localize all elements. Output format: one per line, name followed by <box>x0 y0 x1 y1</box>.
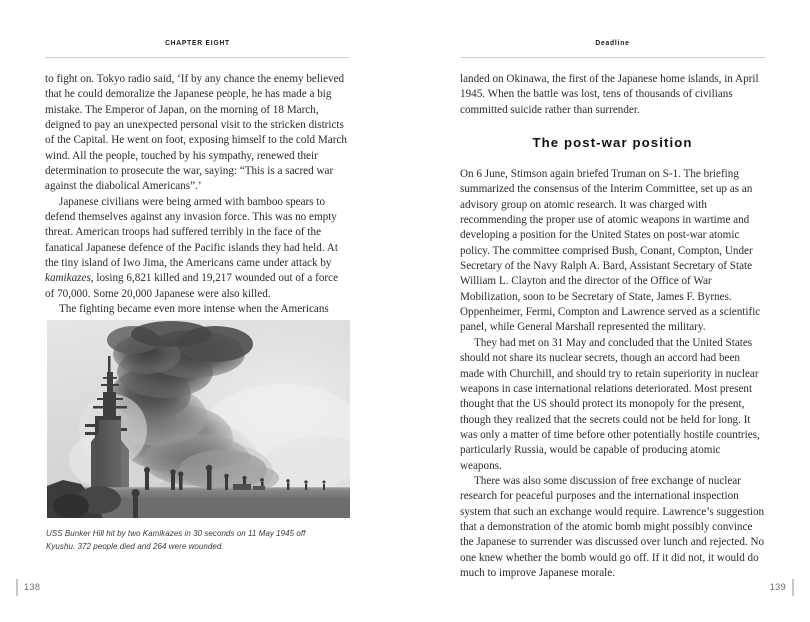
header-rule-right <box>460 57 765 58</box>
section-heading: The post-war position <box>532 135 693 151</box>
paragraph: The fighting became even more intense when the Americans <box>59 303 329 316</box>
page-number: 138 <box>24 582 41 592</box>
running-head-left: CHAPTER EIGHT <box>165 38 230 47</box>
paragraph: On 6 June, Stimson again briefed Truman on S-1. The briefing summarized the consensus of the Interim Committee, set up as an advisory group on atomic research. It was charged with recommending the proper use of atomic weapons in wartime and developing a position for the United States on post-war atomic policy. The committee comprised Bush, Conant, Compton, Under Secretary of the Navy Ralph A. Bard, Assistant Secretary of State William L. Clayton and the director of the Office of War Mobilization, soon to be Secretary of State, James F. Byrnes. Oppenheimer, Fermi, Compton and Lawrence served as a scientific panel, while General Marshall represented the military. <box>460 168 761 334</box>
left-column-text <box>45 72 350 318</box>
header-rule-left <box>45 57 350 58</box>
paragraph: landed on Okinawa, the first of the Japanese home islands, in April 1945. When the battle was lost, tens of thousands of civilians committed suicide rather than surrender. <box>460 73 759 116</box>
figure-caption: USS Bunker Hill hit by two Kamikazes in 30 seconds on 11 May 1945 off Kyushu. 372 people died and 264 were wounded. <box>46 528 306 552</box>
right-column-text <box>460 72 765 581</box>
folio-rule-icon <box>16 579 18 596</box>
folio-left <box>16 578 40 596</box>
paragraph: to fight on. Tokyo radio said, ‘If by any chance the enemy believed that he could demoralize the Japanese people, he has made a big mistake. The Emperor of Japan, on the morning of 18 March, deigned to pay an unexpected personal visit to the stricken districts of the Capital. He went on foot, exposing himself to the cold March wind. All the people, touched by his sympathy, renewed their determination to prosecute the war, saying: “This is a sacred war against the diabolical Americans”.’ <box>45 73 347 193</box>
running-head-right: Deadline <box>595 38 630 47</box>
right-page <box>405 0 810 622</box>
paragraph: They had met on 31 May and concluded that the United States should not share its nuclear secrets, though an accord had been made with Churchill, and should try to retain superiority in nuclear weapons in case international relations deteriorated. Most present thought that the US should protect its monopoly for the present, though they realized that the secrets could not be held for long. It was only a matter of time before other potentially hostile countries, particularly Russia, would be capable of producing atomic weapons. <box>460 336 760 472</box>
paragraph: Japanese civilians were being armed with bamboo spears to defend themselves against any invasion force. This was no empty threat. American troops had suffered terribly in the face of the fanatical Japanese defence of the Pacific islands they had held. At the tiny island of Iwo Jima, the Americans came under attack by kamikazes, losing 6,821 killed and 19,217 wounded out of a force of 70,000. Some 20,000 Japanese were also killed. <box>45 195 339 300</box>
uss-bunker-hill-burning-photograph <box>47 320 350 518</box>
page-number: 139 <box>769 582 786 592</box>
folio-rule-icon <box>792 579 794 596</box>
folio-right <box>770 578 794 596</box>
paragraph: There was also some discussion of free exchange of nuclear research for peaceful purposes and the international inspection system that such an exchange would require. Lawrence’s suggestion that a demonstration of the atomic bomb might possibly convince the Japanese to surrender was discussed over lunch and rejected. No one knew whether the bomb would go off. If it did not, it would do much to improve Japanese morale. <box>460 474 765 579</box>
